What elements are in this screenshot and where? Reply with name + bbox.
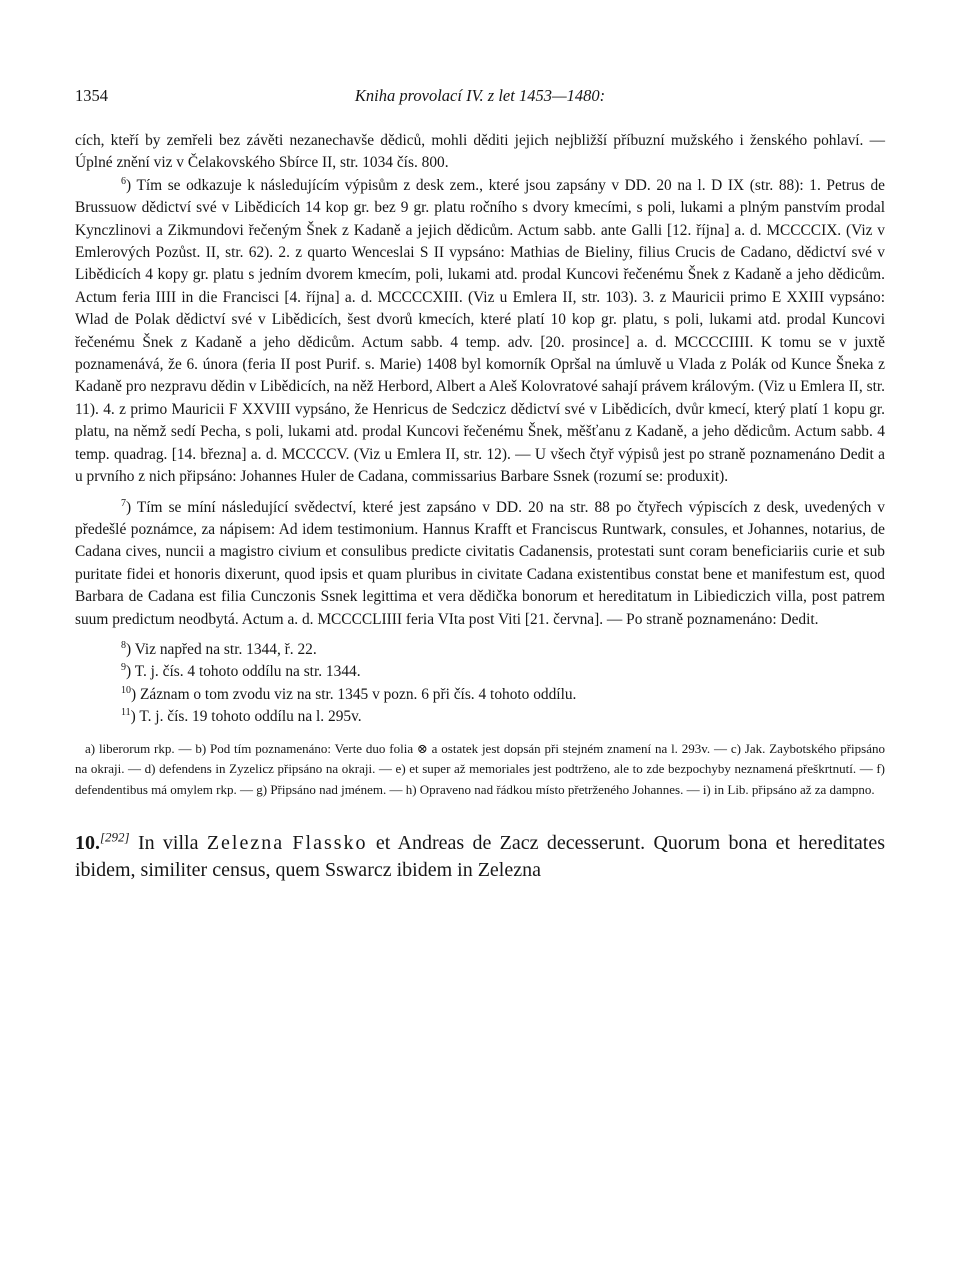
footnote-9-marker: 9: [121, 662, 126, 674]
footnote-6-marker: 6: [121, 175, 126, 187]
entry-text-start: In villa: [137, 832, 199, 855]
running-title: Kniha provolací IV. z let 1453—1480:: [354, 86, 606, 105]
footnote-6-text: ) Tím se odkazuje k následujícím výpisům z desk zem., které jsou zapsány v DD. 20 na l. D IX (str. 88): 1. Petrus de Brussuow dědictví své v Libědicích 14 kop gr. bez 9 gr. platu ročního s dvory kmecími, s poli, lukami a plným panstvím prodal Kynczlinovi a Zikmundovi řečeným Šnek z Kadaně a jejich dědicům. Actum sabb. ante Galli [12. října] a. d. MCCCCIX. (Viz v Emlerových Pozůst. II, str. 62). 2. z quarto Wenceslai S II vypsáno: Mathias de Bieliny, filius Crucis de Cadano, dědictví své v Libědicích 4 kopy gr. platu s jedním dvorem kmecím, poli, lukami atd. prodal Kuncovi řečenému Šnek z Kadaně a jeho dědicům. Actum feria IIII in die Francisci [4. října] a. d. MCCCCXIII. (Viz u Emlera II, str. 103). 3. z Mauricii primo E XXIII vypsáno: Wlad de Polak dědictví své v Libědicích, šest dvorů kmecích, které platí 10 kop gr. platu, s poli, lukami atd. prodal Kuncovi řečenému Šnek z Kadaně a jeho dědicům. Actum sabb. 4 temp. adv. [20. prosince] a. d. MCCCCIIII. K tomu se v juxtě poznamenává, že 6. února (feria II post Purif. s. Marie) 1408 byl komorník Opršal na úmluvě u Vlada z Polák od Kunce Šneka z Kadaně pro nezpravu dědin v Libědicích, na něž Herbord, Albert a Aleš Kolovratové sahají právem královým. (Viz u Emlera II, str. 11). 4. z primo Mauricii F XXVIII vypsáno, že Henricus de Sedczicz dědictví své v Libědicích, dvůr kmecí, který platí 1 kopu gr. platu, na němž sedí Pecha, s poli, lukami atd. prodal Kuncovi řečenému Šnek, měšťanu z Kadaně, a jeho dědicům. Actum sabb. 4 temp. quadrag. [14. března] a. d. MCCCCV. (Viz u Emlera II, str. 12). — U všech čtyř výpisů jest po straně poznamenáno Dedit a u prvního z nich připsáno: Johannes Huler de Cadana, commissarius Barbare Ssnek (rozumí se: produxit).: [75, 176, 885, 486]
critical-apparatus: [75, 739, 885, 801]
footnote-11-marker: 11: [121, 707, 131, 719]
folio-reference: [292]: [100, 829, 130, 845]
book-page: [75, 86, 885, 884]
entry-text-rest: et Andreas de Zacz decesserunt. Quorum bona et hereditates ibidem, similiter census, quem Sswarcz ibidem in Zelezna: [75, 832, 886, 882]
footnote-11: [75, 706, 885, 728]
entry-10: [75, 830, 885, 884]
footnote-9: [75, 661, 885, 683]
main-text: [75, 830, 885, 884]
page-number: 1354: [75, 86, 108, 105]
footnote-5-continuation: cích, kteří by zemřeli bez závěti nezanechavše dědiců, mohli děditi jejich nejbližší příbuzní mužského i ženského pohlaví. — Úplné znění viz v Čelakovského Sbírce II, str. 1034 čís. 800.: [75, 132, 885, 172]
running-header: [75, 86, 885, 114]
footnote-6: [75, 175, 885, 489]
footnote-11-text: ) T. j. čís. 19 tohoto oddílu na l. 295v.: [130, 708, 362, 726]
footnote-7: [75, 497, 885, 631]
person-name-flassko: Flassko: [292, 832, 368, 855]
footnote-7-text: ) Tím se míní následující svědectví, které jest zapsáno v DD. 20 na str. 88 po čtyřech výpiscích z desk, uvedených v předešlé poznámce, za nápisem: Ad idem testimonium. Hannus Krafft et Franciscus Runtwark, consules, et Johannes, notarius, de Cadana cives, nuncii a magistro civium et consulibus predicte civitatis Cadanensis, protestati sunt coram beneficiariis curie et sub puritate fidei et honoris dixerunt, quod ipsis et quam pluribus in civitate Cadana existentibus constat bene et manifestum est, quod Barbara de Cadana est filia Cunczonis Ssnek legittima et vera dědička bonorum et hereditatum in Libiediczich villa, post patrem suum predictum neodbytá. Actum a. d. MCCCCLIIII feria VIta post Viti [21. června]. — Po straně poznamenáno: Dedit.: [75, 498, 885, 628]
footnote-9-text: ) T. j. čís. 4 tohoto oddílu na str. 1344.: [126, 663, 361, 681]
footnote-10-marker: 10: [121, 684, 131, 696]
footnote-10: [75, 684, 885, 706]
place-name-zelezna: Zelezna: [206, 832, 285, 855]
footnote-10-text: ) Záznam o tom zvodu viz na str. 1345 v pozn. 6 při čís. 4 tohoto oddílu.: [131, 685, 577, 703]
footnote-8-marker: 8: [121, 639, 126, 651]
footnote-8-text: ) Viz napřed na str. 1344, ř. 22.: [126, 640, 317, 658]
footnotes-block: [75, 130, 885, 729]
footnote-7-marker: 7: [121, 497, 126, 509]
entry-number: 10.: [75, 832, 100, 855]
footnote-8: [75, 639, 885, 661]
apparatus-text: a) liberorum rkp. — b) Pod tím poznamenáno: Verte duo folia ⊗ a ostatek jest dopsán při stejném znamení na l. 293v. — c) Jak. Zaybotského připsáno na okraji. — d) defendens in Zyzelicz připsáno na okraji. — e) et super až memoriales jest podtrženo, ale to zde bezpochyby neznamená přeškrtnutí. — f) defendentibus má omylem rkp. — g) Připsáno nad jménem. — h) Opraveno nad řádkou místo přetrženého Johannes. — i) in Lib. připsáno až za dampno.: [75, 740, 885, 797]
